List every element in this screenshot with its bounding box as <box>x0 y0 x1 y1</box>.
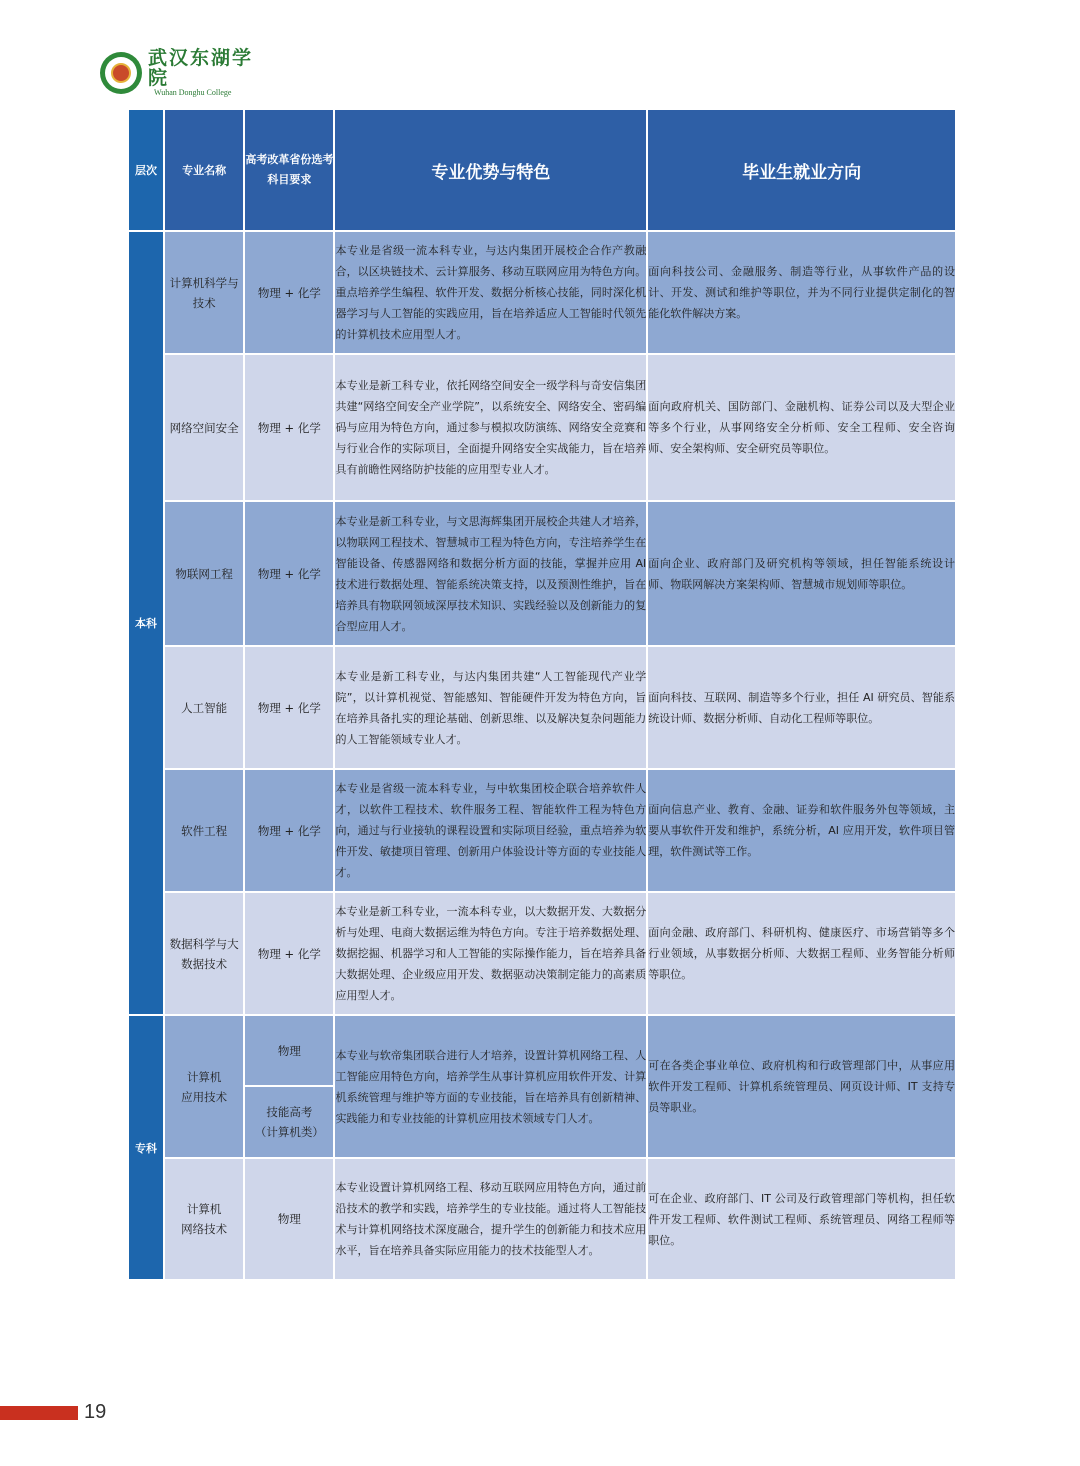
header-advantage: 专业优势与特色 <box>334 109 647 231</box>
major-name-line: 计算机 <box>186 1069 222 1084</box>
level-associate: 专科 <box>128 1015 164 1280</box>
table-header-row <box>128 109 956 231</box>
employment-direction: 面向信息产业、教育、金融、证券和软件服务外包等领域，主要从事软件开发和维护，系统分析，AI 应用开发，软件项目管理，软件测试等工作。 <box>647 769 956 892</box>
table-row <box>128 501 956 646</box>
major-name: 软件工程 <box>164 769 244 892</box>
major-advantage: 本专业是省级一流本科专业，与中软集团校企联合培养软件人才，以软件工程技术、软件服务工程、智能软件工程为特色方向，通过与行业接轨的课程设置和实际项目经验，重点培养为软件开发、敏捷项目管理、创新用户体验设计等方面的专业技能人才。 <box>334 769 647 892</box>
employment-direction: 面向企业、政府部门及研究机构等领域，担任智能系统设计师、物联网解决方案架构师、智慧城市规划师等职位。 <box>647 501 956 646</box>
page-number: 19 <box>84 1401 107 1423</box>
subject-requirement <box>244 1086 334 1158</box>
header-subject-requirement: 高考改革省份选考科目要求 <box>244 109 334 231</box>
major-name: 物联网工程 <box>164 501 244 646</box>
major-name <box>164 1015 244 1158</box>
subject-requirement: 物理 + 化学 <box>244 892 334 1015</box>
major-advantage: 本专业设置计算机网络工程、移动互联网应用特色方向，通过前沿技术的教学和实践，培养学生的专业技能。通过将人工智能技术与计算机网络技术深度融合，提升学生的创新能力和技术应用水平，旨在培养具备实际应用能力的技术技能型人才。 <box>334 1158 647 1280</box>
school-emblem-icon <box>100 52 142 94</box>
subject-requirement: 物理 <box>244 1015 334 1086</box>
major-advantage: 本专业与软帝集团联合进行人才培养，设置计算机网络工程、人工智能应用特色方向，培养学生从事计算机应用软件开发、计算机系统管理与维护等方面的专业技能，旨在培养具有创新精神、实践能力和专业技能的计算机应用技术领域专门人才。 <box>334 1015 647 1158</box>
subject-requirement: 物理 + 化学 <box>244 501 334 646</box>
table-row <box>128 769 956 892</box>
major-advantage: 本专业是新工科专业，一流本科专业，以大数据开发、大数据分析与处理、电商大数据运维为特色方向。专注于培养数据处理、数据挖掘、机器学习和人工智能的实际操作能力，旨在培养具备大数据处理、企业级应用开发、数据驱动决策制定能力的高素质应用型人才。 <box>334 892 647 1015</box>
major-name: 网络空间安全 <box>164 354 244 501</box>
major-name: 数据科学与大数据技术 <box>164 892 244 1015</box>
school-name-cn: 武汉东湖学院 <box>148 47 254 89</box>
employment-direction: 可在各类企事业单位、政府机构和行政管理部门中，从事应用软件开发工程师、计算机系统管理员、网页设计师、IT 支持专员等职业。 <box>647 1015 956 1158</box>
table-row <box>128 1015 956 1086</box>
header-employment: 毕业生就业方向 <box>647 109 956 231</box>
page-accent-bar <box>0 1406 78 1420</box>
major-name: 人工智能 <box>164 646 244 769</box>
subject-requirement: 物理 + 化学 <box>244 646 334 769</box>
major-advantage: 本专业是省级一流本科专业，与达内集团开展校企合作产教融合，以区块链技术、云计算服务、移动互联网应用为特色方向。重点培养学生编程、软件开发、数据分析核心技能，同时深化机器学习与人工智能的实践应用，旨在培养适应人工智能时代领先的计算机技术应用型人才。 <box>334 231 647 354</box>
subject-requirement: 物理 <box>244 1158 334 1280</box>
major-name-line: 应用技术 <box>181 1089 228 1104</box>
major-advantage: 本专业是新工科专业，与文思海辉集团开展校企共建人才培养，以物联网工程技术、智慧城市工程为特色方向，专注培养学生在智能设备、传感器网络和数据分析方面的技能，掌握并应用 AI 技术进行数据处理、智能系统决策支持，以及预测性维护，旨在培养具有物联网领域深厚技术知识、实践经验以及创新能力的复合型应用人才。 <box>334 501 647 646</box>
table-row <box>128 646 956 769</box>
employment-direction: 可在企业、政府部门、IT 公司及行政管理部门等机构，担任软件开发工程师、软件测试工程师、系统管理员、网络工程师等职位。 <box>647 1158 956 1280</box>
major-advantage: 本专业是新工科专业，与达内集团共建“人工智能现代产业学院”，以计算机视觉、智能感知、智能硬件开发为特色方向，旨在培养具备扎实的理论基础、创新思维、以及解决复杂问题能力的人工智能领域专业人才。 <box>334 646 647 769</box>
employment-direction: 面向政府机关、国防部门、金融机构、证券公司以及大型企业等多个行业，从事网络安全分析师、安全工程师、安全咨询师、安全架构师、安全研究员等职位。 <box>647 354 956 501</box>
employment-direction: 面向科技公司、金融服务、制造等行业，从事软件产品的设计、开发、测试和维护等职位，并为不同行业提供定制化的智能化软件解决方案。 <box>647 231 956 354</box>
subject-requirement: 物理 + 化学 <box>244 231 334 354</box>
majors-table <box>127 108 957 1281</box>
major-name-line: 网络技术 <box>181 1222 228 1236</box>
level-bachelor: 本科 <box>128 231 164 1015</box>
table-row <box>128 231 956 354</box>
major-name <box>164 1158 244 1280</box>
table-row <box>128 354 956 501</box>
employment-direction: 面向科技、互联网、制造等多个行业，担任 AI 研究员、智能系统设计师、数据分析师、自动化工程师等职位。 <box>647 646 956 769</box>
major-name-line: 计算机 <box>186 1202 222 1216</box>
requirement-line: 技能高考 <box>266 1105 313 1119</box>
requirement-line: （计算机类） <box>254 1125 324 1139</box>
major-name: 计算机科学与技术 <box>164 231 244 354</box>
header-major-name: 专业名称 <box>164 109 244 231</box>
subject-requirement: 物理 + 化学 <box>244 354 334 501</box>
school-name-en: Wuhan Donghu College <box>154 88 232 97</box>
school-name <box>148 48 260 98</box>
table-row <box>128 1158 956 1280</box>
header-level: 层次 <box>128 109 164 231</box>
school-logo <box>100 47 260 97</box>
subject-requirement: 物理 + 化学 <box>244 769 334 892</box>
employment-direction: 面向金融、政府部门、科研机构、健康医疗、市场营销等多个行业领域，从事数据分析师、大数据工程师、业务智能分析师等职位。 <box>647 892 956 1015</box>
major-advantage: 本专业是新工科专业，依托网络空间安全一级学科与奇安信集团共建“网络空间安全产业学院”，以系统安全、网络安全、密码编码与应用为特色方向，通过参与模拟攻防演练、网络安全竞赛和与行业合作的实际项目，全面提升网络安全实战能力，旨在培养具有前瞻性网络防护技能的应用型专业人才。 <box>334 354 647 501</box>
table-row <box>128 892 956 1015</box>
